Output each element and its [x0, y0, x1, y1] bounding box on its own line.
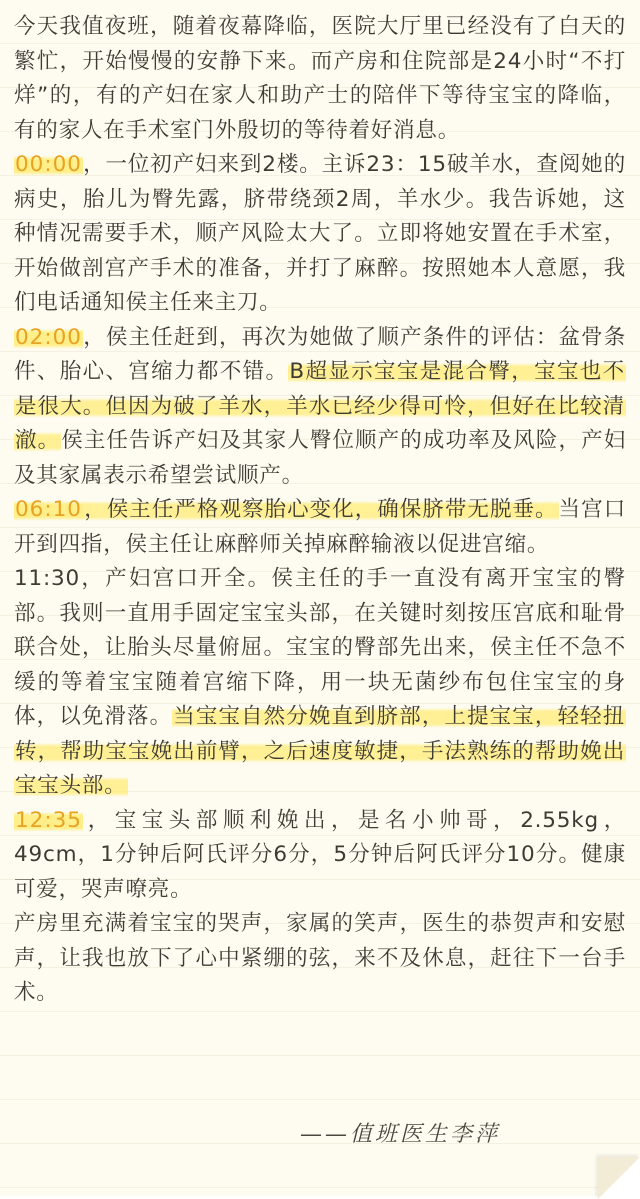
paragraph-1130-highlight: 当宝宝自然分娩直到脐部，上提宝宝，轻轻扭转，帮助宝宝娩出前臂，之后速度敏捷，手法熟练的帮助娩出宝宝头部。 [15, 704, 625, 798]
paragraph-0000 [14, 148, 626, 321]
paragraph-0200-end: 侯主任告诉产妇及其家人臀位顺产的成功率及风险，产妇及其家属表示希望尝试顺产。 [14, 428, 626, 488]
paragraph-0610-highlight: ，侯主任严格观察胎心变化，确保脐带无脱垂。 [83, 497, 558, 522]
time-label-1235: 12:35 [15, 807, 82, 833]
signature: ——值班医生李萍 [300, 1122, 501, 1147]
paragraph-0610-end: 当宫口开到四指，侯主任让麻醉师关掉麻醉输液以促进宫缩。 [14, 497, 626, 557]
paragraph-1130 [14, 562, 626, 804]
paragraph-0200-text: ，侯主任赶到，再次为她做了顺产条件的评估：盆骨条件、胎心、宫缩力都不错。 [14, 324, 626, 384]
closing-paragraph: 产房里充满着宝宝的哭声，家属的笑声，医生的恭贺声和安慰声，让我也放下了心中紧绷的弦，来不及休息，赶往下一台手术。 [14, 911, 626, 1005]
intro-paragraph: 今天我值夜班，随着夜幕降临，医院大厅里已经没有了白天的繁忙，开始慢慢的安静下来。而产房和住院部是24小时“不打烊”的，有的产妇在家人和助产士的陪伴下等待宝宝的降临，有的家人在手术室门外殷切的等待着好消息。 [14, 14, 626, 143]
paragraph-1130-text: 11:30，产妇宫口开全。侯主任的手一直没有离开宝宝的臀部。我则一直用手固定宝宝头部，在关键时刻按压宫底和耻骨联合处，让胎头尽量俯屈。宝宝的臀部先出来，侯主任不急不缓的等着宝宝随着宫缩下降，用一块无菌纱布包住宝宝的身体，以免滑落。 [14, 566, 626, 729]
paragraph-1235 [14, 804, 626, 908]
page-curl-corner [598, 1157, 640, 1199]
paragraph-0200 [14, 321, 626, 494]
time-label-0200: 02:00 [15, 324, 82, 350]
article-body [14, 10, 626, 1011]
paragraph-1235-text: ，宝宝头部顺利娩出，是名小帅哥，2.55kg，49cm，1分钟后阿氏评分6分，5分钟后阿氏评分10分。健康可爱，哭声嘹亮。 [14, 807, 626, 902]
time-label-0610: 06:10 [15, 497, 82, 522]
paragraph-0000-text: ，一位初产妇来到2楼。主诉23：15破羊水，查阅她的病史，胎儿为臀先露，脐带绕颈2周，羊水少。我告诉她，这种情况需要手术，顺产风险太大了。立即将她安置在手术室，开始做剖宫产手术的准备，并打了麻醉。按照她本人意愿，我们电话通知侯主任来主刀。 [14, 152, 626, 315]
paragraph-0200-highlight: B超显示宝宝是混合臀，宝宝也不是很大。但因为破了羊水，羊水已经少得可怜，但好在比较清澈。 [15, 359, 625, 453]
time-label-0000: 00:00 [15, 152, 82, 177]
paragraph-0610 [14, 493, 626, 562]
